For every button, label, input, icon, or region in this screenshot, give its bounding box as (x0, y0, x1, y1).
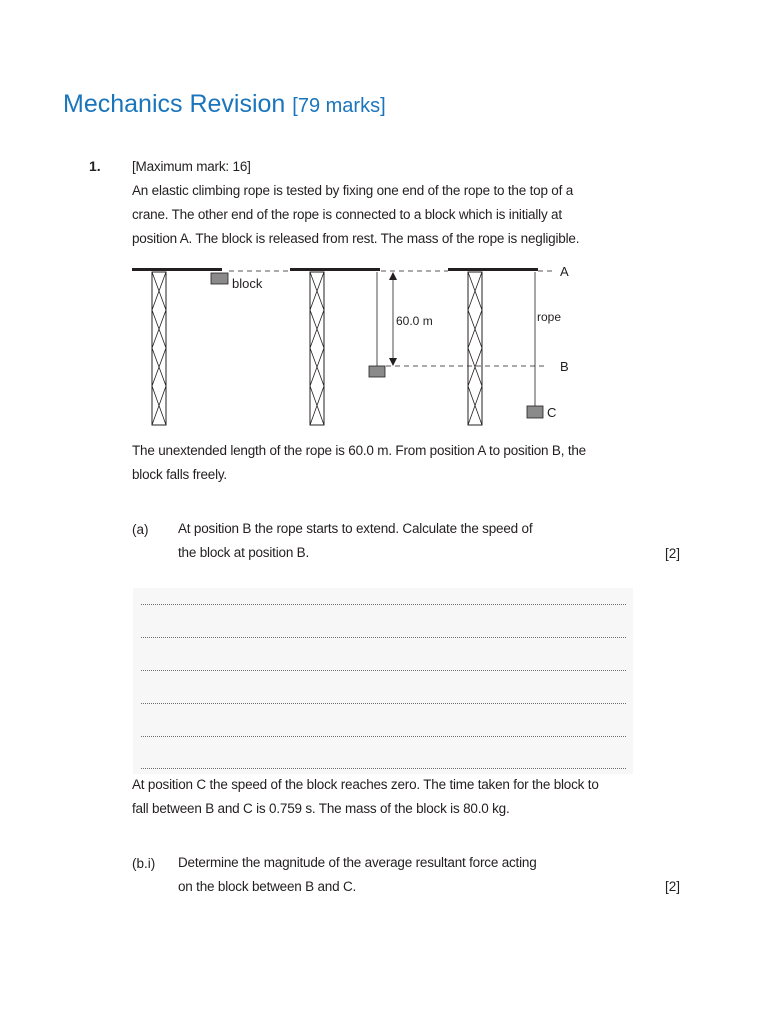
part-a-line: the block at position B. (178, 545, 310, 560)
part-bi-line: Determine the magnitude of the average resultant force acting (178, 855, 537, 870)
answer-line[interactable] (141, 703, 626, 704)
part-bi-label: (b.i) (132, 856, 156, 871)
title-text: Mechanics Revision (63, 90, 286, 118)
part-a-marks: [2] (664, 546, 680, 561)
context-line: block falls freely. (132, 467, 227, 482)
part-a-text (178, 517, 532, 565)
page-title (63, 90, 386, 119)
part-bi-marks: [2] (664, 879, 680, 894)
intro-line: [Maximum mark: 16] (132, 159, 251, 174)
position-b-label: B (560, 359, 569, 374)
context-text (132, 439, 642, 487)
part-a-line: At position B the rope starts to extend. Calculate the speed of (178, 521, 533, 536)
question-intro (132, 155, 642, 251)
answer-line[interactable] (141, 736, 626, 737)
context-line: The unextended length of the rope is 60.0 m. From position A to position B, the (132, 443, 586, 458)
position-a-label: A (560, 264, 569, 279)
crane-right (448, 268, 543, 425)
answer-line[interactable] (141, 670, 626, 671)
crane-left (132, 268, 228, 425)
crane-middle (290, 268, 397, 425)
crane-diagram (126, 262, 596, 432)
context2-line: At position C the speed of the block reaches zero. The time taken for the block to (132, 777, 599, 792)
answer-line[interactable] (141, 768, 626, 769)
length-label: 60.0 m (396, 314, 433, 328)
intro-line: An elastic climbing rope is tested by fixing one end of the rope to the top of a (132, 183, 574, 198)
part-bi-line: on the block between B and C. (178, 879, 357, 894)
part-bi-text (178, 851, 537, 899)
answer-line[interactable] (141, 604, 626, 605)
answer-line[interactable] (141, 637, 626, 638)
rope-label: rope (537, 310, 562, 324)
context2-line: fall between B and C is 0.759 s. The mass of the block is 80.0 kg. (132, 801, 510, 816)
context2-text (132, 773, 642, 821)
part-a-label: (a) (132, 522, 149, 537)
question-number: 1. (89, 158, 101, 174)
intro-line: crane. The other end of the rope is connected to a block which is initially at (132, 207, 562, 222)
position-c-label: C (547, 405, 557, 420)
block-label: block (232, 276, 263, 291)
intro-line: position A. The block is released from rest. The mass of the rope is negligible. (132, 231, 580, 246)
answer-area[interactable] (133, 588, 633, 774)
total-marks: [79 marks] (292, 95, 386, 117)
